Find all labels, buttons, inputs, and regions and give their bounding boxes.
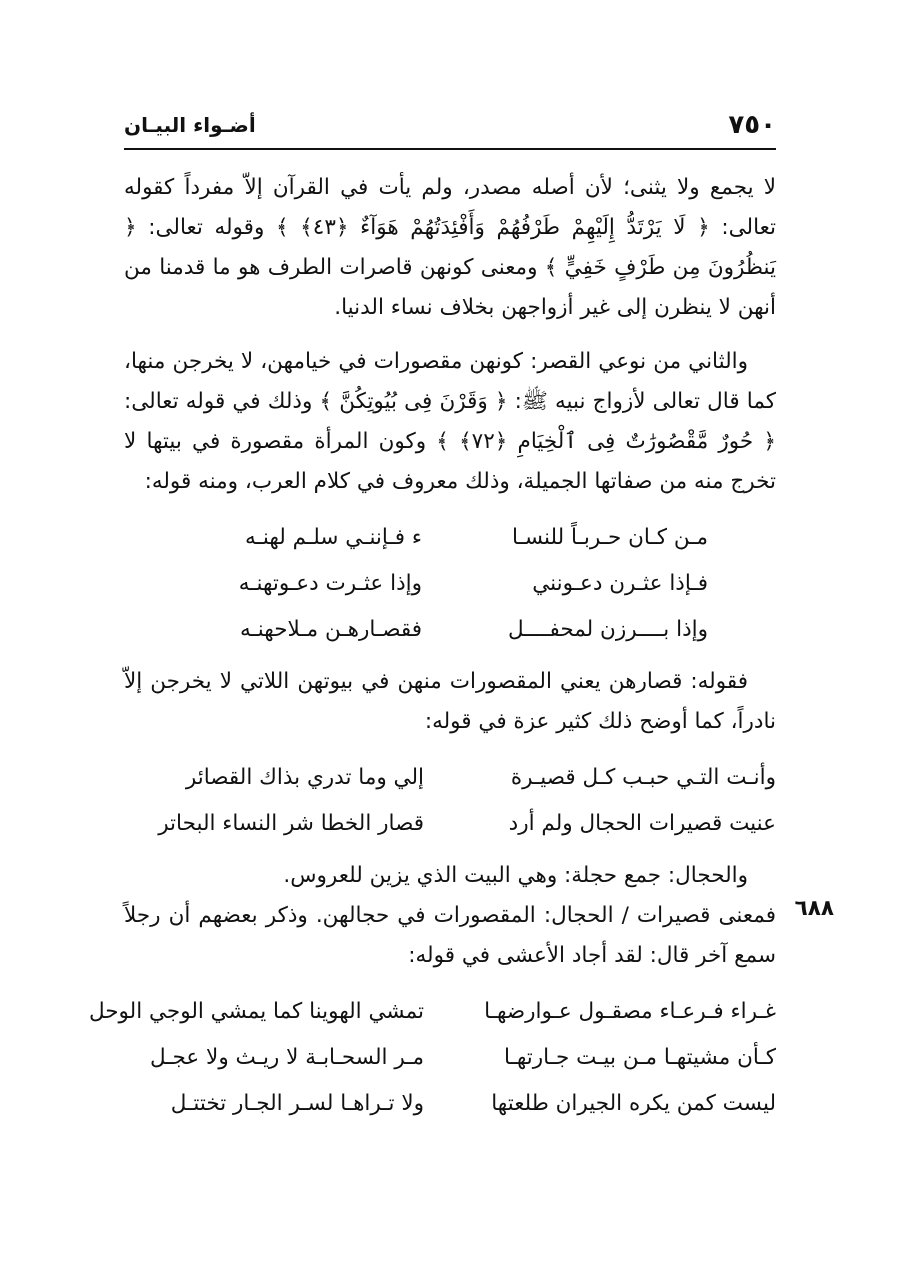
verse-line bbox=[124, 754, 776, 800]
verse-second-hemistich: إلي وما تدري بذاك القصائر bbox=[185, 764, 424, 790]
verse-first-hemistich: ليست كمن يكره الجيران طلعتها bbox=[491, 1090, 776, 1116]
poem-3 bbox=[88, 988, 776, 1126]
verse-second-hemistich: ء فـإننـي سلـم لهنـه bbox=[245, 524, 422, 550]
verse-line bbox=[124, 560, 776, 606]
verse-line bbox=[88, 988, 776, 1034]
verse-second-hemistich: فقصـارهـن مـلاحهنـه bbox=[239, 616, 422, 642]
header-rule bbox=[124, 148, 776, 150]
verse-first-hemistich: عنيت قصيرات الحجال ولم أرد bbox=[508, 810, 776, 836]
paragraph-1: لا يجمع ولا يثنى؛ لأن أصله مصدر، ولم يأت في القرآن إلاّ مفرداً كقوله تعالى: ﴿ لَا يَرْتَدُّ إِلَيْهِمْ طَرْفُهُمْ وَأَفْئِدَتُهُمْ هَوَآءٌ ﴿٤٣﴾ ﴾ وقوله تعالى: ﴿ يَنظُرُونَ مِن طَرْفٍ خَفِيٍّ ﴾ ومعنى كونهن قاصرات الطرف هو ما قدمنا من أنهن لا ينظرن إلى غير أزواجهن بخلاف نساء الدنيا. bbox=[124, 175, 776, 320]
paragraph-2: والثاني من نوعي القصر: كونهن مقصورات في خيامهن، لا يخرجن منها، كما قال تعالى لأزواج نبيه ﷺ: ﴿ وَقَرْنَ فِى بُيُوتِكُنَّ ﴾ وذلك في قوله تعالى: ﴿ حُورٌ مَّقْصُورَٰتٌ فِى ٱلْخِيَامِ ﴿٧٢﴾ ﴾ وكون المرأة مقصورة في بيتها لا تخرج منه من صفاتها الجميلة، وذلك معروف في كلام العرب، ومنه قوله: bbox=[124, 349, 776, 494]
verse-line bbox=[124, 606, 776, 652]
verse-first-hemistich: وإذا بــــرزن لمحفــــل bbox=[508, 616, 708, 642]
running-title: أضـواء البيـان bbox=[124, 113, 256, 137]
paragraph-3: فقوله: قصارهن يعني المقصورات منهن في بيوتهن اللاتي لا يخرجن إلاّ نادراً، كما أوضح ذلك كثير عزة في قوله: bbox=[124, 669, 776, 734]
poem-1 bbox=[124, 514, 776, 652]
verse-first-hemistich: فـإذا عثـرن دعـونني bbox=[532, 570, 708, 596]
verse-first-hemistich: غـراء فـرعـاء مصقـول عـوارضهـا bbox=[484, 998, 776, 1024]
verse-line bbox=[124, 514, 776, 560]
verse-second-hemistich: وإذا عثـرت دعـوتهنـه bbox=[238, 570, 422, 596]
verse-second-hemistich: مـر السحـابـة لا ريـث ولا عجـل bbox=[149, 1044, 424, 1070]
verse-line bbox=[124, 1080, 776, 1126]
verse-second-hemistich: ولا تـراهـا لسـر الجـار تختتـل bbox=[170, 1090, 424, 1116]
verse-second-hemistich: قصار الخطا شر النساء البحاتر bbox=[158, 810, 424, 836]
verse-line bbox=[124, 1034, 776, 1080]
page bbox=[88, 110, 834, 1136]
verse-line bbox=[124, 800, 776, 846]
page-number: ٧٥٠ bbox=[728, 110, 776, 140]
verse-first-hemistich: وأنـت التـي حبـب كـل قصيـرة bbox=[510, 764, 776, 790]
verse-first-hemistich: مـن كـان حـربـاً للنسـا bbox=[511, 524, 708, 550]
margin-page-reference: ٦٨٨ bbox=[794, 896, 834, 921]
paragraph-5-wrapper bbox=[124, 896, 834, 976]
page-header bbox=[124, 110, 776, 148]
paragraph-4: والحجال: جمع حجلة: وهي البيت الذي يزين للعروس. bbox=[283, 863, 748, 888]
paragraph-5: فمعنى قصيرات / الحجال: المقصورات في حجالهن. وذكر بعضهم أن رجلاً سمع آخر قال: لقد أجاد الأعشى في قوله: bbox=[124, 903, 776, 968]
poem-2 bbox=[124, 754, 776, 846]
verse-first-hemistich: كـأن مشيتهـا مـن بيـت جـارتهـا bbox=[504, 1044, 776, 1070]
verse-second-hemistich: تمشي الهوينا كما يمشي الوجي الوحل bbox=[88, 998, 424, 1024]
